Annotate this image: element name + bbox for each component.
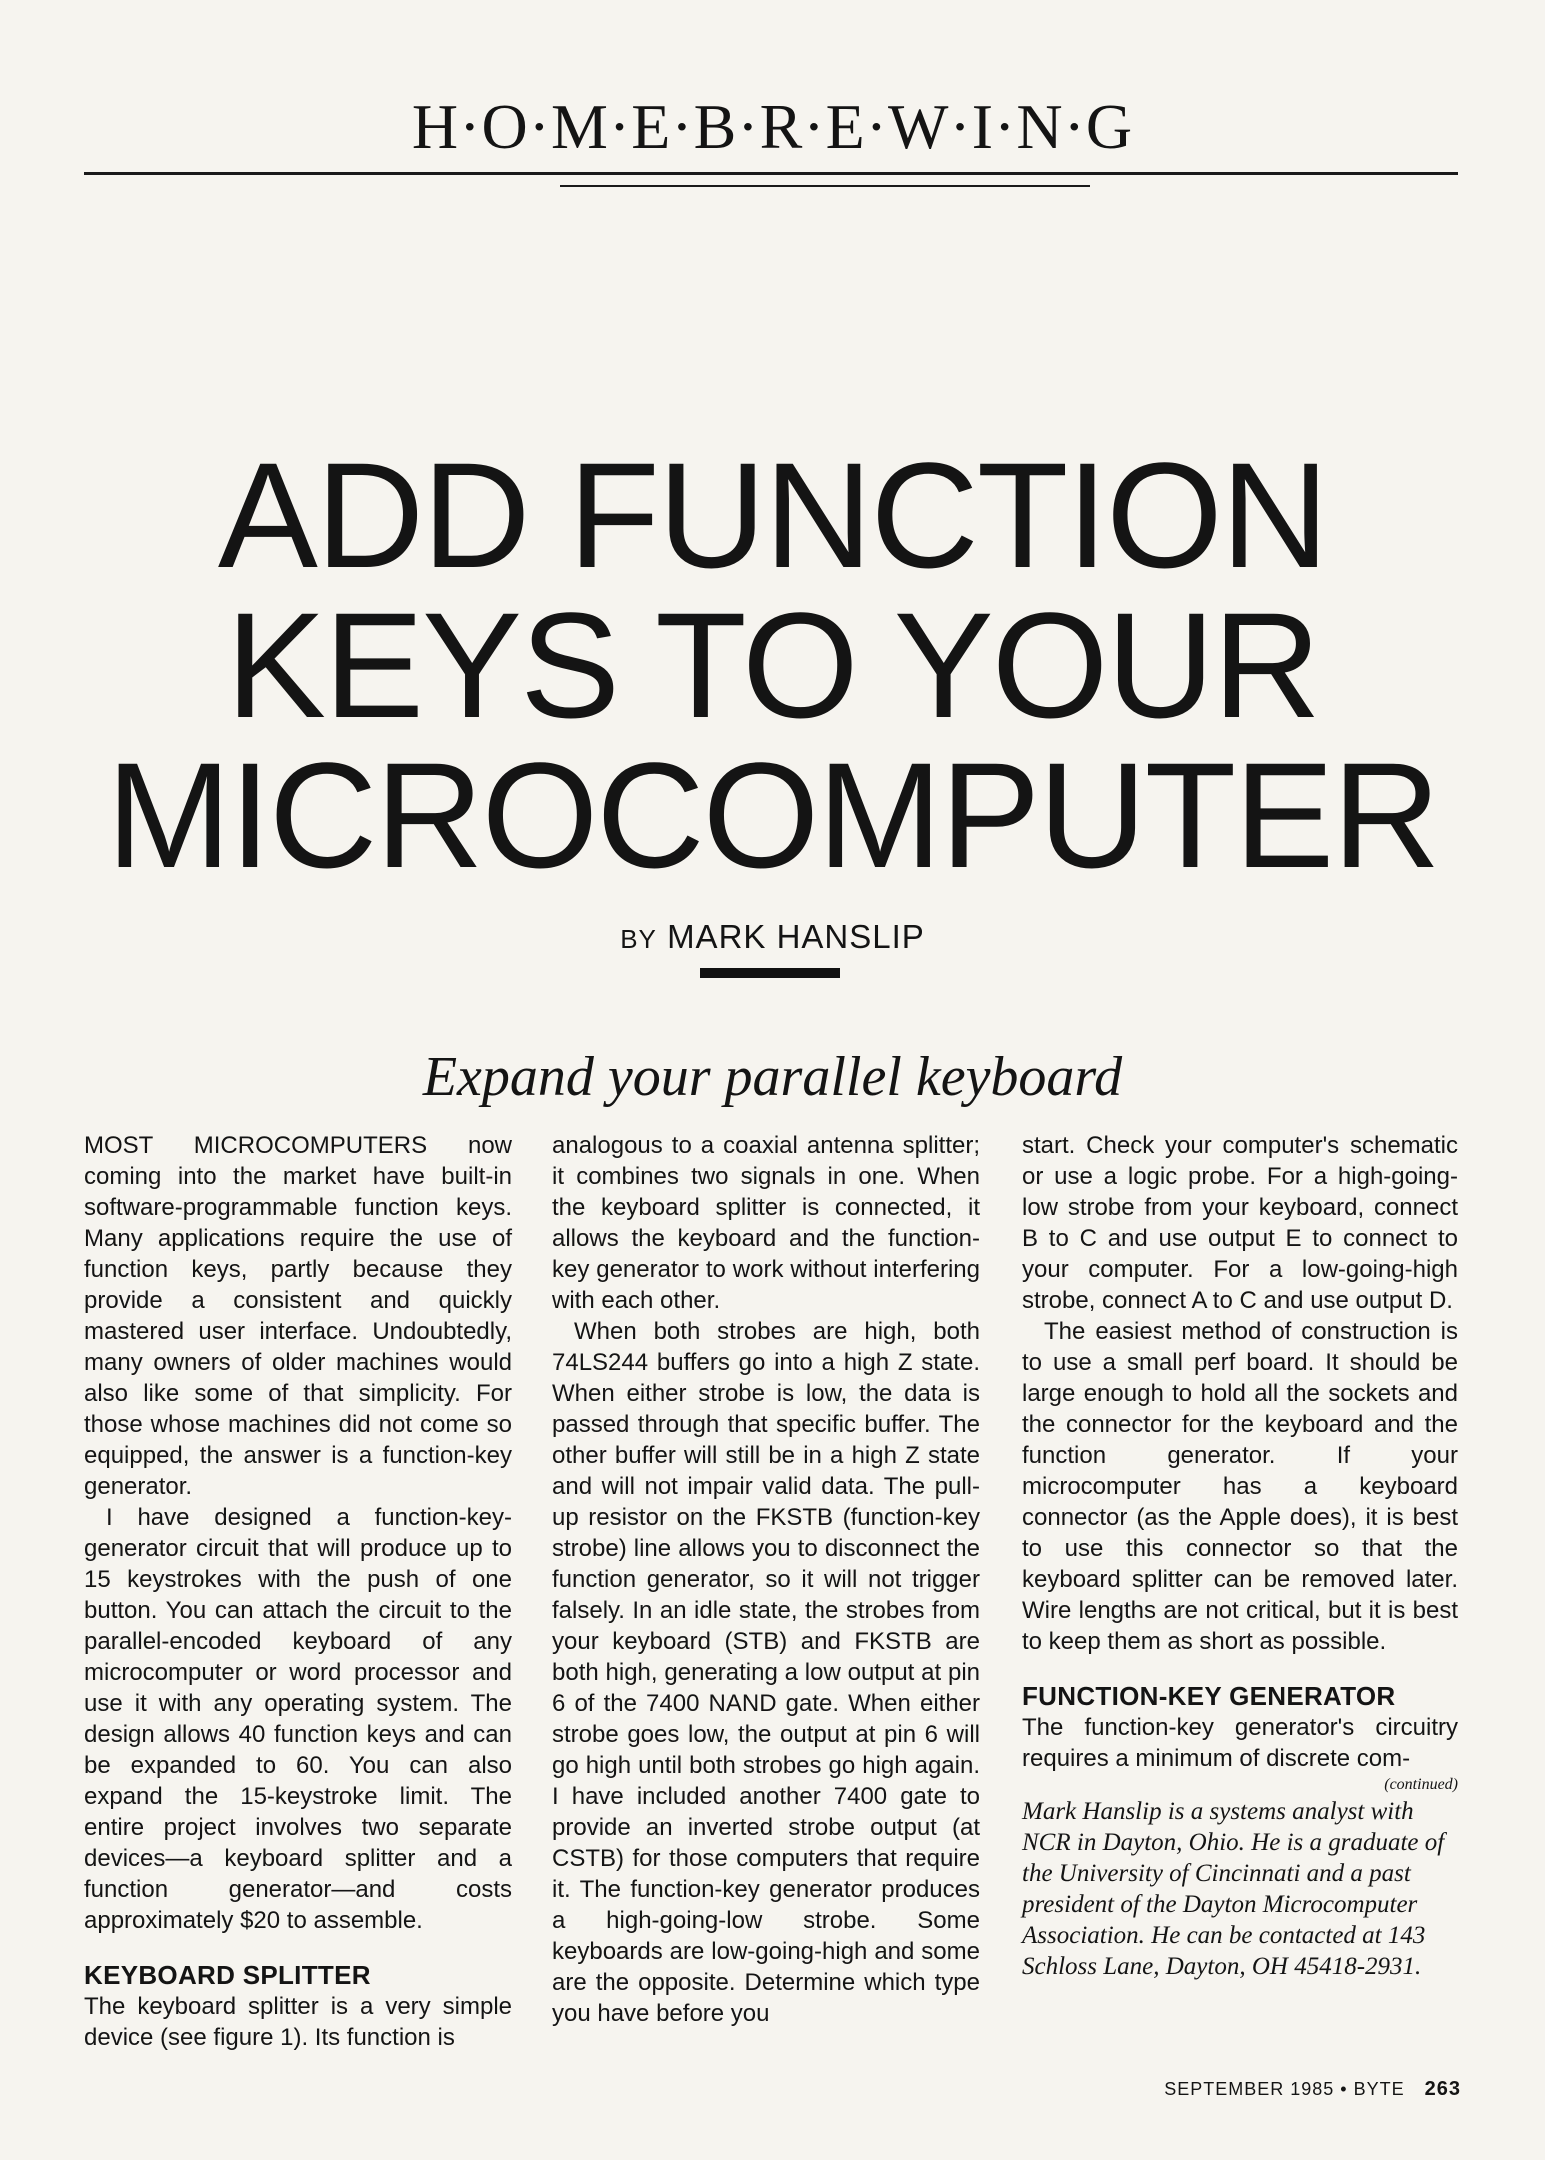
article-subtitle: Expand your parallel keyboard [422, 1046, 1123, 1108]
paragraph: MOST MICROCOMPUTERS now coming into the market have built-in software-programmable function keys. Many applications require the use of function keys, partly because they provide a consistent and quickly mastered user interface. Undoubtedly, many owners of older machines would also like some of that simplicity. For those whose machines did not come so equipped, the answer is a function-key generator. [84, 1132, 512, 1500]
issue-label: SEPTEMBER 1985 • BYTE [1164, 2079, 1405, 2099]
paragraph: The keyboard splitter is a very simple device (see figure 1). Its function is [84, 1993, 512, 2051]
title-line: KEYS TO YOUR [225, 581, 1320, 749]
page-footer [1164, 2078, 1461, 2101]
header-rule-short [560, 185, 1090, 187]
author-bio: Mark Hanslip is a systems analyst with NCR in Dayton, Ohio. He is a graduate of the University of Cincinnati and a past president of the Dayton Microcomputer Association. He can be contacted at 143 Schloss Lane, Dayton, OH 45418-2931. [1022, 1798, 1445, 1980]
paragraph: I have designed a function-key-generator circuit that will produce up to 15 keystrokes with the push of one button. You can attach the circuit to the parallel-encoded keyboard of any microcomputer or word processor and use it with any operating system. The design allows 40 function keys and can be expanded to 60. You can also expand the 15-keystroke limit. The entire project involves two separate devices—a keyboard splitter and a function generator—and costs approximately $20 to assemble. [84, 1504, 512, 1934]
paragraph: The function-key generator's circuitry requires a minimum of discrete com- [1022, 1714, 1458, 1772]
text-column-1 [84, 1130, 512, 2053]
paragraph: When both strobes are high, both 74LS244 buffers go into a high Z state. When either strobe is low, the data is passed through that specific buffer. The other buffer will still be in a high Z state and will not impair valid data. The pull-up resistor on the FKSTB (function-key strobe) line allows you to disconnect the function generator, so it will not trigger falsely. In an idle state, the strobes from your keyboard (STB) and FKSTB are both high, generating a low output at pin 6 of the 7400 NAND gate. When either strobe goes low, the output at pin 6 will go high until both strobes go high again. I have included another 7400 gate to provide an inverted strobe output (at CSTB) for those computers that require it. The function-key generator produces a high-going-low strobe. Some keyboards are low-going-high and some are the opposite. Determine which type you have before you [552, 1318, 980, 2027]
text-column-2 [552, 1130, 980, 2029]
subhead-keyboard-splitter: KEYBOARD SPLITTER [84, 1960, 371, 1990]
title-line: MICROCOMPUTER [106, 731, 1439, 899]
paragraph: start. Check your computer's schematic or use a logic probe. For a high-going-low strobe from your keyboard, connect B to C and use output E to connect to your computer. For a low-going-high strobe, connect A to C and use output D. [1022, 1132, 1458, 1314]
author-name: MARK HANSLIP [667, 918, 925, 955]
byline-bar [700, 968, 840, 978]
article-title [0, 431, 1545, 899]
section-label: H·O·M·E·B·R·E·W·I·N·G [411, 91, 1134, 162]
text-column-3 [1022, 1130, 1458, 1982]
page-number: 263 [1424, 2078, 1461, 2100]
paragraph: The easiest method of construction is to use a small perf board. It should be large enough to hold all the sockets and the connector for the keyboard and the function generator. If your microcomputer has a keyboard connector (as the Apple does), it is best to use this connector so that the keyboard splitter can be removed later. Wire lengths are not critical, but it is best to keep them as short as possible. [1022, 1318, 1458, 1655]
byline [0, 918, 1545, 956]
byline-prefix: BY [620, 924, 657, 954]
paragraph: analogous to a coaxial antenna splitter; it combines two signals in one. When the keyboard splitter is connected, it allows the keyboard and the function-key generator to work without interfering with each other. [552, 1132, 980, 1314]
title-line: ADD FUNCTION [217, 431, 1328, 599]
continued-note: (continued) [1384, 1776, 1458, 1793]
subhead-function-key-generator: FUNCTION-KEY GENERATOR [1022, 1681, 1396, 1711]
header-rule [84, 172, 1458, 175]
